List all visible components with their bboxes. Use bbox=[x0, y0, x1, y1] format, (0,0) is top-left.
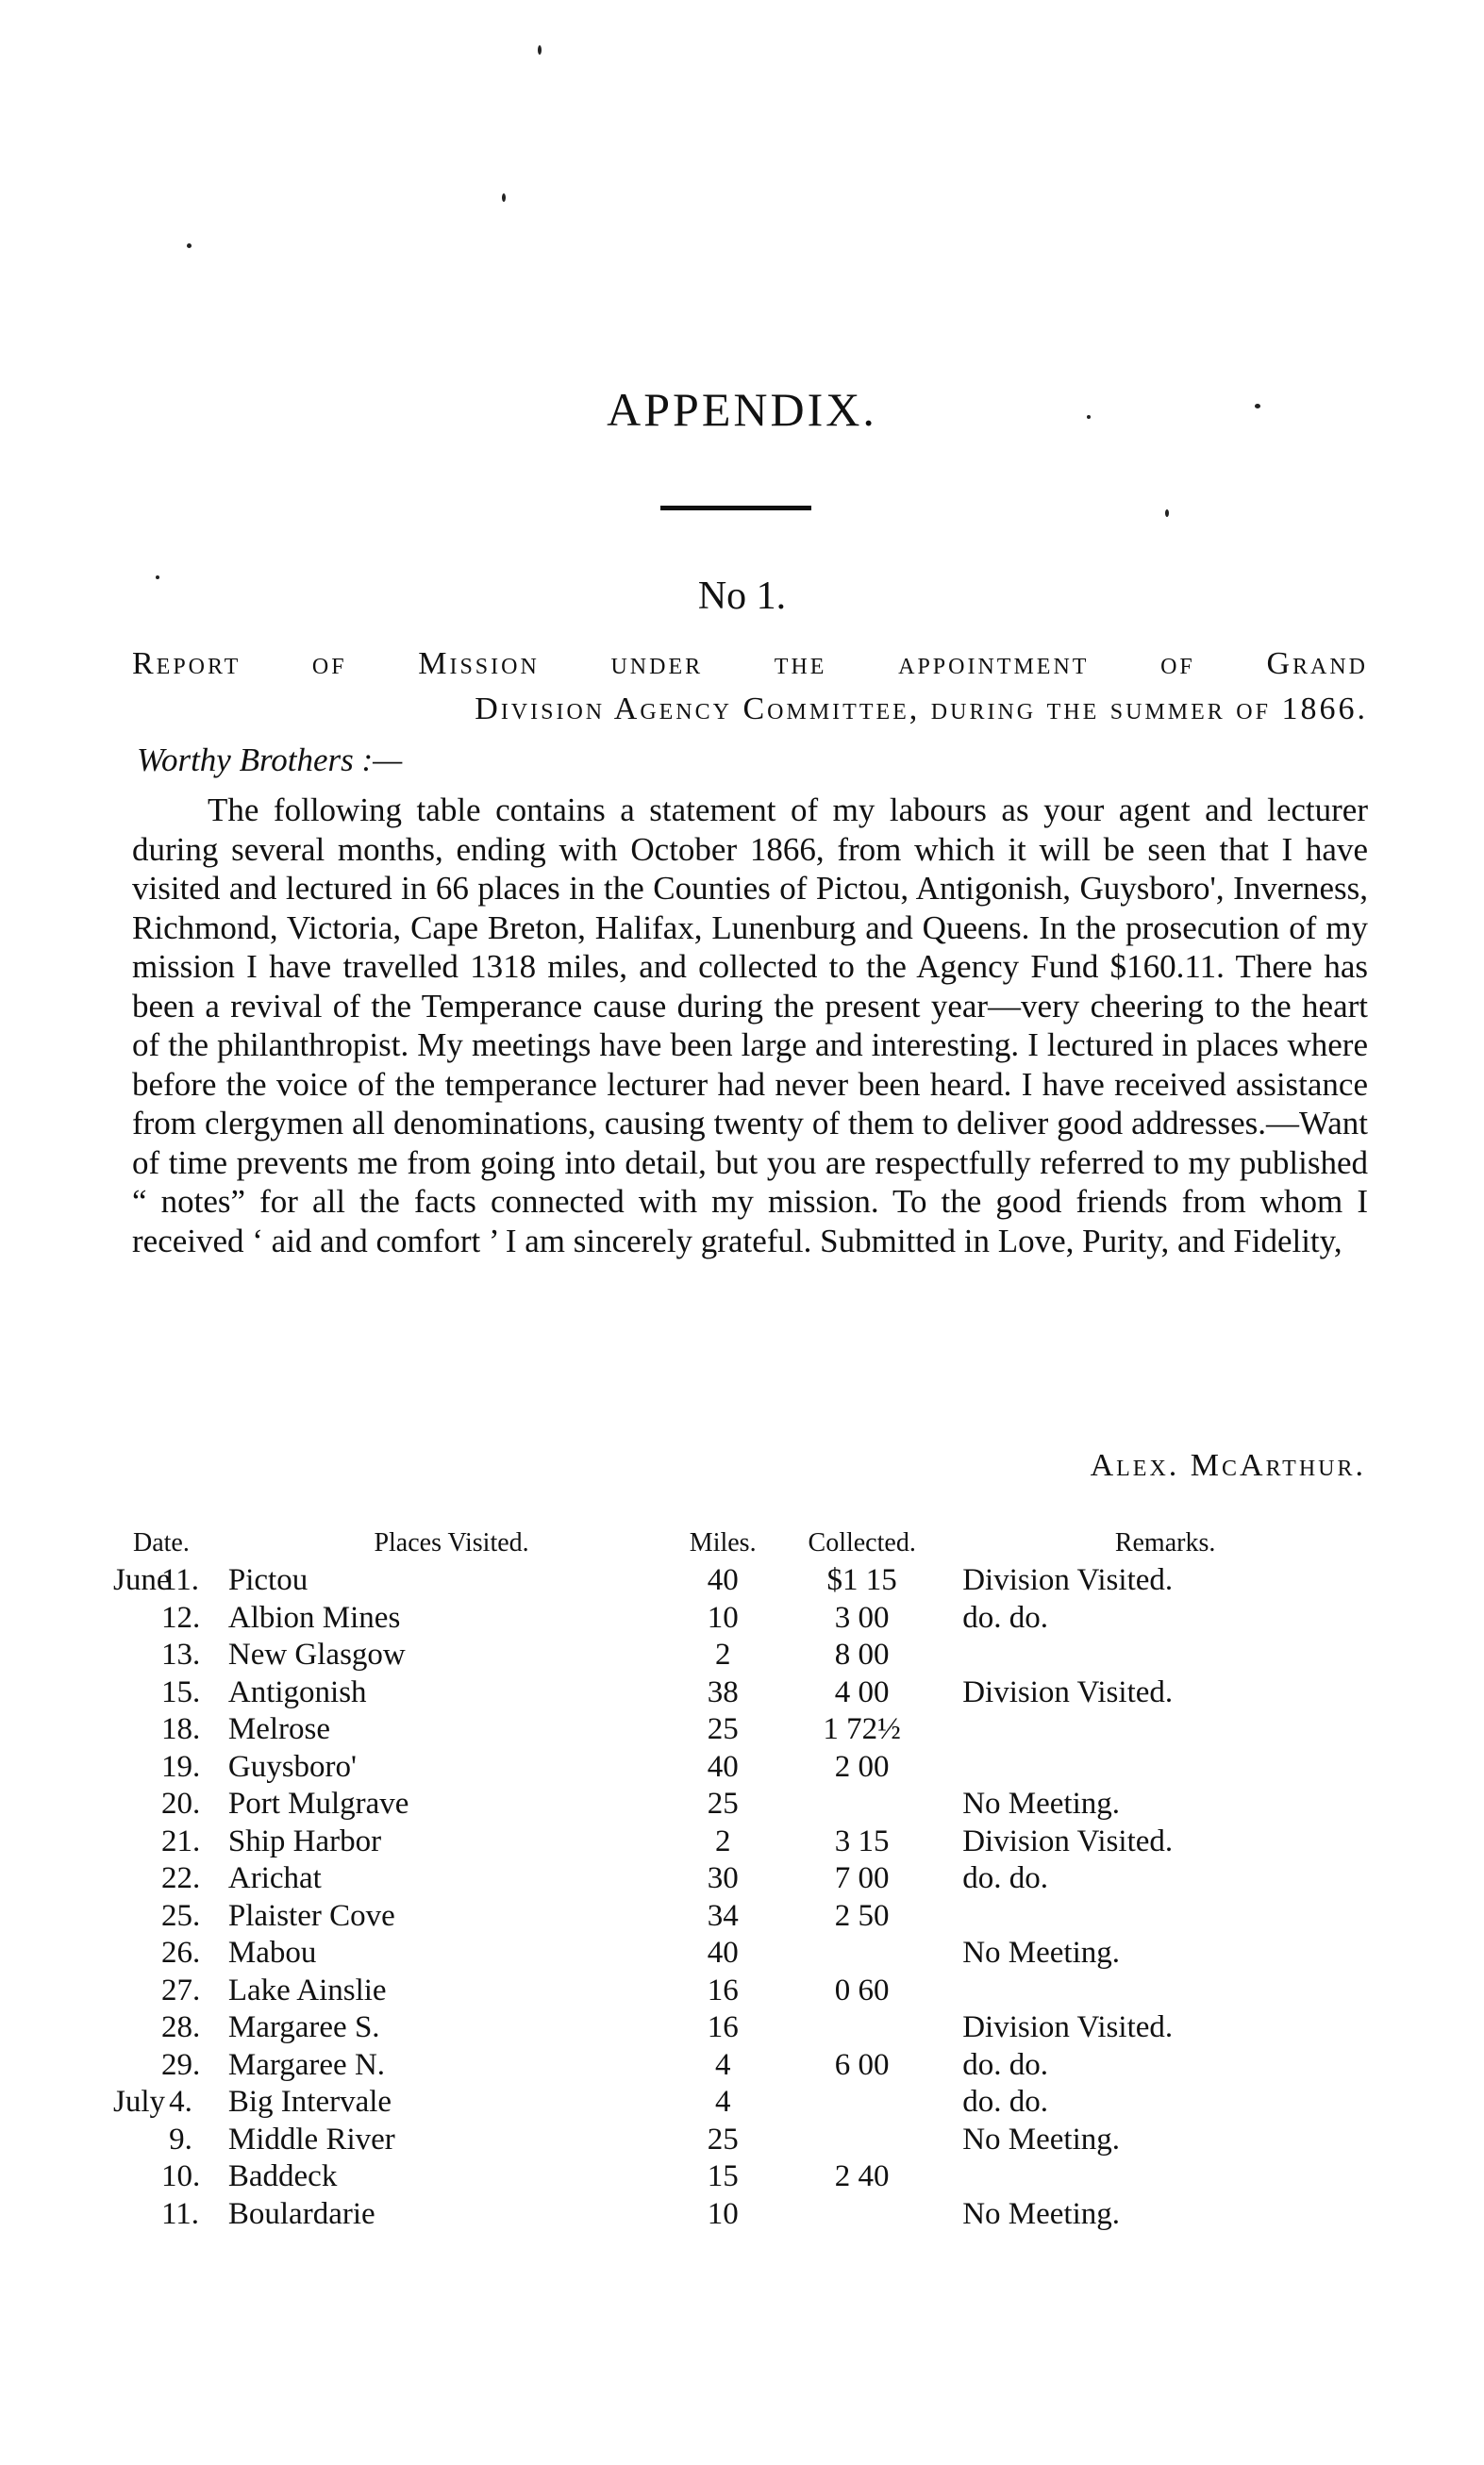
row-collected bbox=[771, 2122, 953, 2159]
row-place: Plaister Cove bbox=[227, 1898, 395, 1933]
scan-speck bbox=[502, 193, 506, 202]
row-remarks: do. do. bbox=[962, 2085, 1048, 2119]
row-collected: 8 00 bbox=[834, 1638, 890, 1672]
row-collected: $1 15 bbox=[826, 1563, 897, 1597]
table-row bbox=[113, 1637, 1368, 1674]
row-remarks bbox=[953, 1749, 1368, 1787]
row-month bbox=[113, 1749, 161, 1787]
table-row bbox=[113, 1973, 1368, 2010]
appendix-title: APPENDIX. bbox=[607, 383, 877, 436]
row-place: Lake Ainslie bbox=[227, 1973, 387, 2007]
table-row bbox=[113, 1600, 1368, 1638]
row-remarks: do. do. bbox=[962, 2047, 1048, 2082]
row-miles: 16 bbox=[707, 1973, 739, 2007]
row-place: New Glasgow bbox=[227, 1638, 406, 1672]
header-places: Places Visited. bbox=[374, 1528, 529, 1557]
signature: Alex. McArthur. bbox=[1090, 1448, 1366, 1483]
header-date: Date. bbox=[133, 1528, 190, 1557]
row-month bbox=[113, 2009, 161, 2047]
row-collected bbox=[771, 1935, 953, 1973]
row-place: Margaree S. bbox=[227, 2010, 380, 2044]
table-row bbox=[113, 1711, 1368, 1749]
row-remarks: No Meeting. bbox=[962, 2122, 1121, 2157]
row-place: Albion Mines bbox=[227, 1600, 401, 1635]
row-miles: 30 bbox=[707, 1861, 739, 1895]
row-collected: 0 60 bbox=[834, 1973, 890, 2007]
row-day: 19. bbox=[160, 1749, 201, 1784]
table-header-row bbox=[113, 1528, 1368, 1562]
scan-speck bbox=[1165, 509, 1169, 517]
table-row bbox=[113, 2196, 1368, 2234]
row-day: 21. bbox=[160, 1824, 201, 1858]
table-row bbox=[113, 1824, 1368, 1861]
report-body: The following table contains a statement of my labours as your agent and lecturer during several months, ending with October 1866, from which it will be seen that I have visited and lectured in 66 places in the Counties of Pictou, Antigonish, Guysboro', Inverness, Richmond, Victoria, Cape Breton, Halifax, Lunenburg and Queens. In the prosecution of my mission I have travelled 1318 miles, and collected to the Agency Fund $160.11. There has been a revival of the Temperance cause during the present year—very cheering to the heart of the philanthropist. My meetings have been large and interesting. I lectured in places where before the voice of the temperance lecturer had never been heard. I have received assistance from clergymen all denominations, causing twenty of them to deliver good addresses.—Want of time prevents me from going into detail, but you are respectfully referred to my published “ notes” for all the facts connected with my mission. To the good friends from whom I received ‘ aid and comfort ’ I am sincerely grateful. Submitted in Love, Purity, and Fidelity, bbox=[132, 791, 1368, 1259]
visits-table bbox=[113, 1528, 1368, 2233]
row-miles: 25 bbox=[707, 1712, 739, 1746]
report-heading bbox=[132, 641, 1368, 732]
row-place: Ship Harbor bbox=[227, 1824, 382, 1858]
table-row bbox=[113, 1935, 1368, 1973]
row-month bbox=[113, 1935, 161, 1973]
row-month bbox=[113, 1637, 161, 1674]
row-month bbox=[113, 1824, 161, 1861]
row-miles: 15 bbox=[707, 2159, 739, 2193]
row-place: Middle River bbox=[227, 2122, 395, 2157]
row-miles: 2 bbox=[714, 1824, 731, 1858]
report-heading-line1: Report of Mission under the appointment of Grand bbox=[132, 646, 1368, 681]
row-day: 15. bbox=[160, 1674, 201, 1709]
table-row bbox=[113, 2158, 1368, 2196]
row-day: 9. bbox=[169, 2122, 192, 2157]
row-collected: 2 50 bbox=[834, 1898, 890, 1933]
scan-speck bbox=[187, 243, 192, 248]
row-day: 11. bbox=[160, 2196, 199, 2231]
row-miles: 25 bbox=[707, 2122, 739, 2157]
appendix-number: No 1. bbox=[697, 575, 787, 618]
row-collected: 6 00 bbox=[834, 2047, 890, 2082]
table-row bbox=[113, 1562, 1368, 1600]
row-miles: 4 bbox=[714, 2047, 731, 2082]
row-place: Pictou bbox=[227, 1563, 308, 1597]
table-row bbox=[113, 2122, 1368, 2159]
row-place: Big Intervale bbox=[227, 2085, 392, 2119]
row-month: June bbox=[113, 1563, 171, 1597]
row-day: 13. bbox=[160, 1638, 201, 1672]
row-collected: 4 00 bbox=[834, 1674, 890, 1709]
row-remarks: No Meeting. bbox=[962, 1787, 1121, 1821]
row-place: Mabou bbox=[227, 1936, 317, 1970]
row-remarks bbox=[953, 1898, 1368, 1936]
row-month bbox=[113, 1973, 161, 2010]
row-collected: 1 72½ bbox=[823, 1712, 901, 1746]
table-row bbox=[113, 1674, 1368, 1712]
row-place: Guysboro' bbox=[227, 1749, 357, 1784]
row-remarks: No Meeting. bbox=[962, 2196, 1121, 2231]
header-miles: Miles. bbox=[689, 1528, 757, 1557]
row-month bbox=[113, 2047, 161, 2085]
visits-table-body bbox=[113, 1562, 1368, 2233]
row-remarks bbox=[953, 2158, 1368, 2196]
row-miles: 10 bbox=[707, 1600, 739, 1635]
row-remarks bbox=[953, 1637, 1368, 1674]
row-day: 4. bbox=[169, 2085, 192, 2119]
row-remarks: Division Visited. bbox=[962, 1563, 1174, 1597]
row-miles: 40 bbox=[707, 1563, 739, 1597]
row-collected bbox=[771, 2084, 953, 2122]
row-month bbox=[113, 2196, 161, 2234]
row-day: 27. bbox=[160, 1973, 201, 2007]
row-miles: 40 bbox=[707, 1749, 739, 1784]
report-heading-line2: Division Agency Committee, during the summer of 1866. bbox=[475, 691, 1368, 726]
row-day: 18. bbox=[160, 1712, 201, 1746]
row-remarks: do. do. bbox=[962, 1861, 1048, 1895]
row-month: July bbox=[113, 2085, 166, 2119]
row-collected bbox=[771, 2196, 953, 2234]
row-month bbox=[113, 1600, 161, 1638]
row-miles: 10 bbox=[707, 2196, 739, 2231]
row-miles: 25 bbox=[707, 1787, 739, 1821]
row-month bbox=[113, 2158, 161, 2196]
row-remarks: Division Visited. bbox=[962, 1824, 1174, 1858]
row-month bbox=[113, 1711, 161, 1749]
table-row bbox=[113, 2009, 1368, 2047]
row-collected: 3 15 bbox=[834, 1824, 890, 1858]
row-month bbox=[113, 2122, 161, 2159]
row-month bbox=[113, 1786, 161, 1824]
row-day: 28. bbox=[160, 2010, 201, 2044]
row-miles: 40 bbox=[707, 1936, 739, 1970]
row-miles: 2 bbox=[714, 1638, 731, 1672]
row-day: 11. bbox=[160, 1563, 199, 1597]
row-place: Margaree N. bbox=[227, 2047, 386, 2082]
row-place: Boulardarie bbox=[227, 2196, 375, 2231]
salutation: Worthy Brothers :— bbox=[137, 741, 403, 778]
row-month bbox=[113, 1674, 161, 1712]
row-remarks bbox=[953, 1711, 1368, 1749]
table-row bbox=[113, 1749, 1368, 1787]
row-collected: 7 00 bbox=[834, 1861, 890, 1895]
row-day: 29. bbox=[160, 2047, 201, 2082]
row-place: Baddeck bbox=[227, 2159, 338, 2193]
row-remarks bbox=[953, 1973, 1368, 2010]
row-place: Arichat bbox=[227, 1861, 322, 1895]
row-day: 20. bbox=[160, 1787, 201, 1821]
row-remarks: do. do. bbox=[962, 1600, 1048, 1635]
row-collected: 3 00 bbox=[834, 1600, 890, 1635]
table-row bbox=[113, 1898, 1368, 1936]
row-miles: 16 bbox=[707, 2010, 739, 2044]
table-row bbox=[113, 2084, 1368, 2122]
table-row bbox=[113, 1786, 1368, 1824]
row-month bbox=[113, 1898, 161, 1936]
row-remarks: No Meeting. bbox=[962, 1936, 1121, 1970]
row-month bbox=[113, 1860, 161, 1898]
header-remarks: Remarks. bbox=[1114, 1528, 1216, 1557]
row-miles: 38 bbox=[707, 1674, 739, 1709]
row-day: 12. bbox=[160, 1600, 201, 1635]
header-collected: Collected. bbox=[808, 1528, 916, 1557]
row-miles: 34 bbox=[707, 1898, 739, 1933]
row-collected: 2 40 bbox=[834, 2159, 890, 2193]
row-collected bbox=[771, 1786, 953, 1824]
row-collected: 2 00 bbox=[834, 1749, 890, 1784]
row-collected bbox=[771, 2009, 953, 2047]
row-remarks: Division Visited. bbox=[962, 1674, 1174, 1709]
row-day: 22. bbox=[160, 1861, 201, 1895]
row-day: 26. bbox=[160, 1936, 201, 1970]
row-day: 25. bbox=[160, 1898, 201, 1933]
scan-speck bbox=[538, 45, 542, 55]
row-place: Melrose bbox=[227, 1712, 331, 1746]
row-miles: 4 bbox=[714, 2085, 731, 2119]
row-place: Antigonish bbox=[227, 1674, 367, 1709]
table-row bbox=[113, 1860, 1368, 1898]
row-place: Port Mulgrave bbox=[227, 1787, 409, 1821]
row-day: 10. bbox=[160, 2159, 201, 2193]
title-rule bbox=[660, 506, 811, 510]
table-row bbox=[113, 2047, 1368, 2085]
row-remarks: Division Visited. bbox=[962, 2010, 1174, 2044]
